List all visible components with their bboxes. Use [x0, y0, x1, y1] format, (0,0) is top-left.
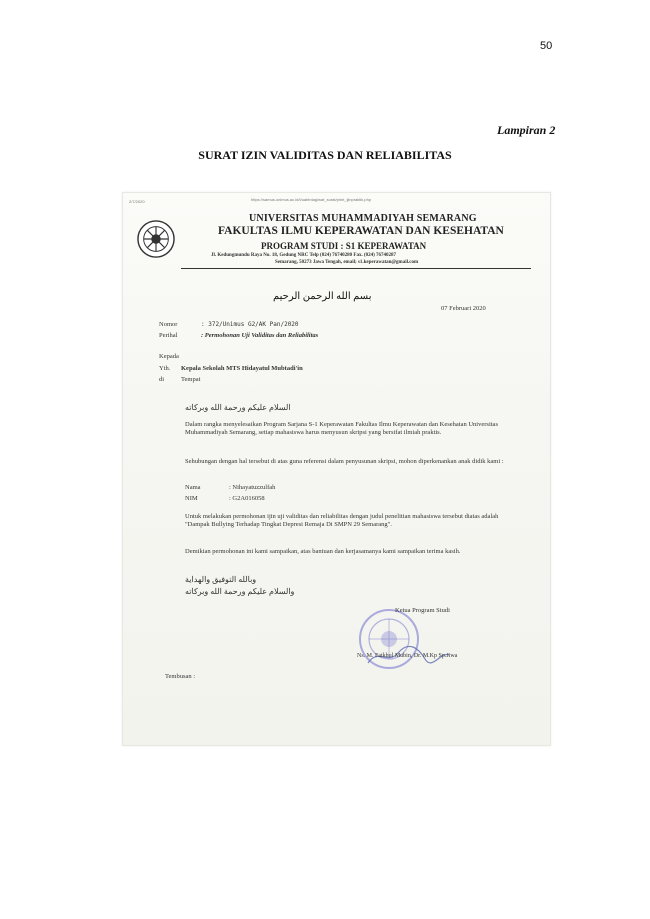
- appendix-label: Lampiran 2: [497, 123, 556, 137]
- signer-name: Ns. M. Fatkhul Mubin, Dr. M.Kp Sp.Jiwa: [357, 653, 458, 659]
- scan-date: 2/7/2020: [129, 199, 145, 204]
- university-logo-icon: [137, 220, 175, 258]
- signer-title: Ketua Program Studi: [395, 607, 450, 614]
- closing-arabic-1: وبالله التوفيق والهداية: [185, 575, 257, 584]
- di-label: di: [159, 376, 165, 383]
- university-name: UNIVERSITAS MUHAMMADIYAH SEMARANG: [249, 213, 477, 224]
- nama-label: Nama: [185, 484, 201, 491]
- page-number: 50: [540, 40, 553, 52]
- header-divider: [181, 268, 531, 269]
- perihal-value: : Permohonan Uji Validitas dan Reliabilitas: [201, 332, 319, 339]
- nomor-value: : 372/Unimus G2/AK Pan/2020: [201, 321, 299, 328]
- basmalah: بسم الله الرحمن الرحيم: [273, 291, 372, 302]
- address-line-2: Semarang, 50273 Jawa Tengah, email; s1.keperawatan@gmail.com: [275, 260, 419, 265]
- paragraph-1: Dalam rangka menyelesaikan Program Sarjana S-1 Keperawatan Fakultas Ilmu Keperawatan dan Kesehatan Universitas Muhammadiyah Semarang, setiap mahasiswa harus menyusun skripsi yang bersifat ilmiah praktis.: [185, 421, 498, 436]
- salam-open: السلام عليكم ورحمة الله وبركاته: [185, 403, 291, 412]
- scan-url: https://samus.unimus.ac.id/t/uabtniag/wat_surat/print_ijinpraktik.php: [251, 197, 372, 202]
- nomor-label: Nomor: [159, 321, 178, 328]
- nim-value: : G2A016058: [229, 495, 265, 502]
- scanned-letter: [122, 192, 551, 746]
- recipient: Kepala Sekolah MTS Hidayatul Mubtadi'in: [181, 365, 303, 372]
- nim-label: NIM: [185, 495, 198, 502]
- page-title: SURAT IZIN VALIDITAS DAN RELIABILITAS: [198, 148, 452, 162]
- tembusan: Tembusan :: [165, 673, 196, 680]
- closing-arabic-2: والسلام عليكم ورحمة الله وبركاته: [185, 587, 295, 596]
- yth-label: Yth.: [159, 365, 171, 372]
- paragraph-3: Untuk melakukan permohonan ijin uji validitas dan reliabilitas dengan judul penelitian mahasiswa tersebut diatas adalah "Dampak Bullying Terhadap Tingkat Depresi Remaja Di SMPN 29 Semarang".: [185, 513, 499, 528]
- kepada-label: Kepada: [159, 353, 179, 360]
- paragraph-4: Demikian permohonan ini kami sampaikan, atas bantuan dan kerjasamanya kami sampaikan terima kasih.: [185, 548, 461, 555]
- tempat: Tempat: [181, 376, 201, 383]
- nama-value: : Nihayatuzzulfah: [229, 484, 276, 491]
- address-line-1: Jl. Kedungmundu Raya No. 18, Gedung NRC Telp (024) 76740280 Fax. (024) 76740287: [211, 253, 397, 258]
- program-name: PROGRAM STUDI : S1 KEPERAWATAN: [261, 241, 427, 251]
- faculty-name: FAKULTAS ILMU KEPERAWATAN DAN KESEHATAN: [218, 225, 504, 237]
- perihal-label: Perihal: [159, 332, 178, 339]
- paragraph-2: Sehubungan dengan hal tersebut di atas guna referensi dalam penyusunan skripsi, mohon diperkenankan anak didik kami :: [185, 458, 504, 465]
- letter-date: 07 Februari 2020: [441, 305, 486, 312]
